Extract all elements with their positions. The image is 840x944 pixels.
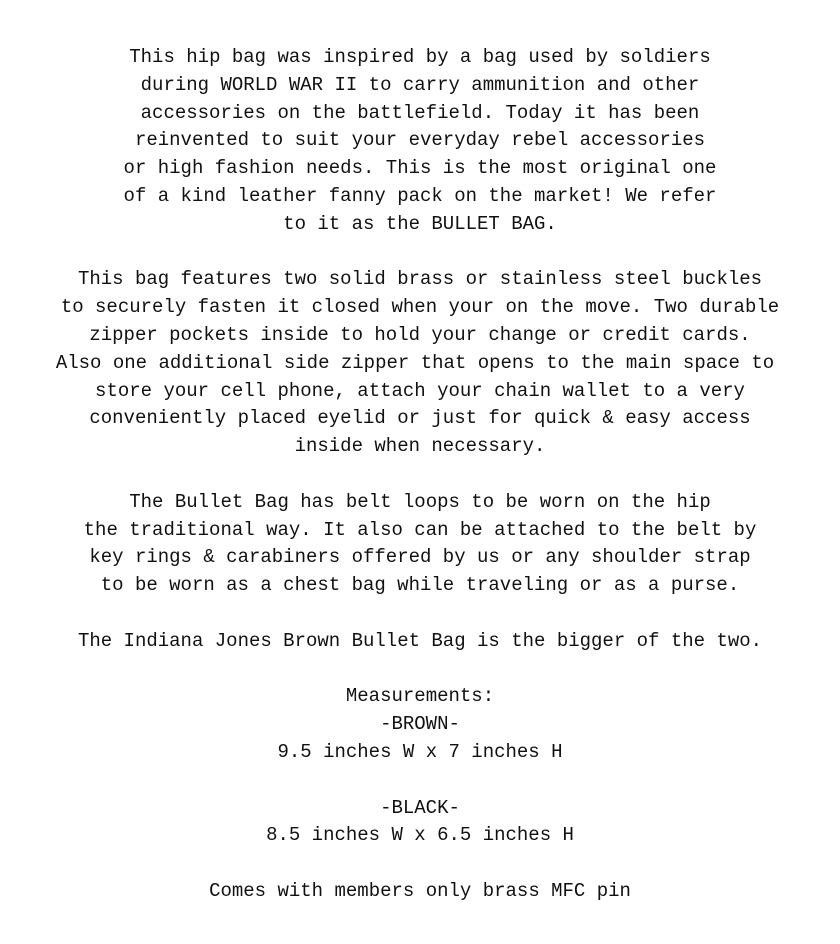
text-line: accessories on the battlefield. Today it has been	[140, 101, 700, 124]
text-line: Also one additional side zipper that opens to the main space to	[55, 351, 775, 374]
text-line: to securely fasten it closed when your on the move. Two durable	[60, 296, 780, 319]
text-line: This hip bag was inspired by a bag used by soldiers	[129, 46, 711, 68]
text-line: to be worn as a chest bag while traveling or as a purse.	[100, 574, 740, 597]
text-line: of a kind leather fanny pack on the market! We refer	[123, 184, 717, 207]
text-line: key rings & carabiners offered by us or any shoulder strap	[89, 546, 751, 569]
text-line: inside when necessary.	[294, 435, 546, 458]
text-line: The Indiana Jones Brown Bullet Bag is the bigger of the two.	[77, 629, 763, 652]
text-line: The Bullet Bag has belt loops to be worn on the hip	[129, 490, 711, 513]
brown-label: -BROWN-	[380, 713, 460, 736]
paragraph-gap	[0, 600, 840, 628]
text-line: or high fashion needs. This is the most original one	[123, 157, 717, 180]
black-label: -BLACK-	[380, 796, 460, 819]
paragraph-gap	[0, 767, 840, 795]
comparison-paragraph	[0, 628, 840, 656]
paragraph-gap	[0, 656, 840, 684]
measurements-block	[0, 683, 840, 850]
footer-note-block	[0, 878, 840, 906]
text-line: reinvented to suit your everyday rebel accessories	[134, 129, 706, 152]
brown-size: 9.5 inches W x 7 inches H	[277, 740, 563, 763]
paragraph-gap	[0, 239, 840, 267]
text-line: during WORLD WAR II to carry ammunition and other	[140, 73, 700, 96]
text-line: conveniently placed eyelid or just for quick & easy access	[89, 407, 751, 430]
paragraph-gap	[0, 461, 840, 489]
text-line: the traditional way. It also can be attached to the belt by	[83, 518, 757, 541]
paragraph-gap	[0, 850, 840, 878]
intro-paragraph	[0, 44, 840, 239]
product-description	[0, 44, 840, 906]
footer-note: Comes with members only brass MFC pin	[209, 879, 631, 902]
text-line: zipper pockets inside to hold your change or credit cards.	[89, 323, 751, 346]
text-line: store your cell phone, attach your chain wallet to a very	[95, 379, 745, 402]
text-line: to it as the BULLET BAG.	[283, 212, 557, 235]
features-paragraph	[0, 266, 840, 461]
black-size: 8.5 inches W x 6.5 inches H	[266, 824, 574, 847]
usage-paragraph	[0, 489, 840, 600]
measurements-heading: Measurements:	[345, 685, 495, 708]
text-line: This bag features two solid brass or stainless steel buckles	[77, 268, 763, 291]
